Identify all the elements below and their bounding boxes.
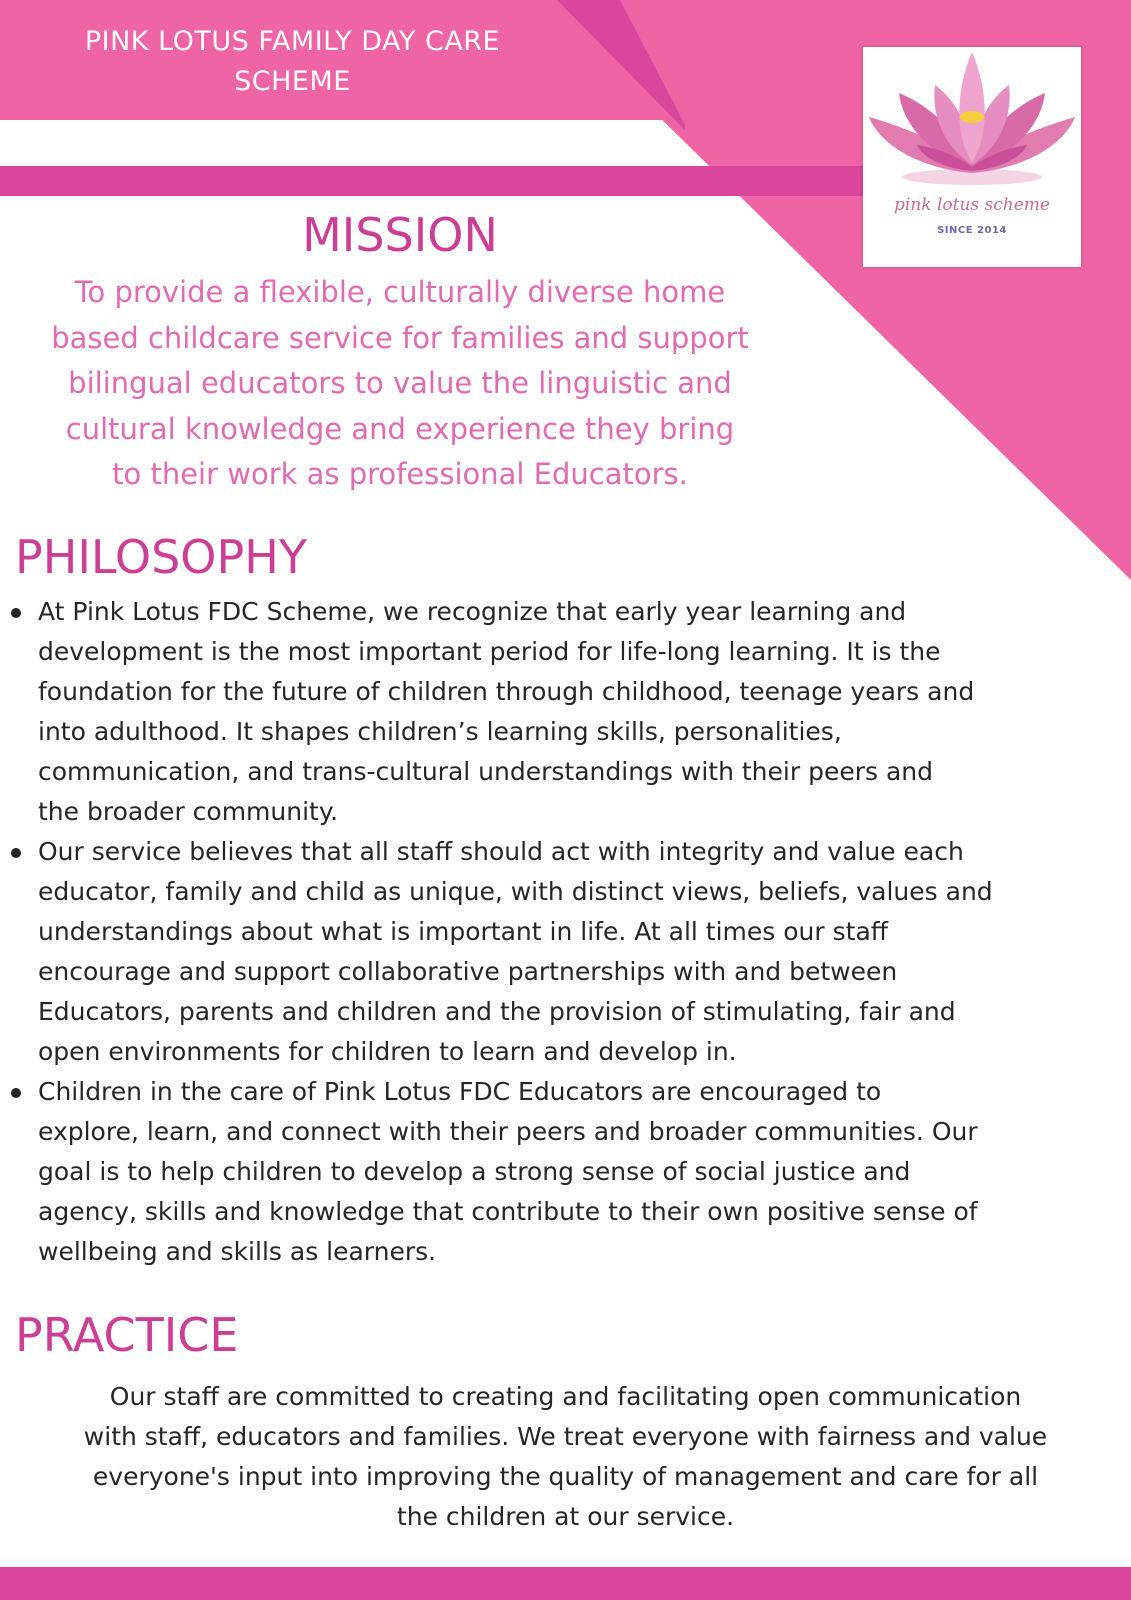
- bullet-line: encourage and support collaborative partnerships with and between: [38, 957, 898, 986]
- logo-since-text: SINCE 2014: [937, 225, 1007, 236]
- philosophy-bullet-list: [0, 592, 1131, 1272]
- bullet-line: open environments for children to learn and develop in.: [38, 1037, 737, 1066]
- practice-text: [0, 1377, 1131, 1537]
- practice-line: the children at our service.: [396, 1502, 735, 1531]
- mission-line: based childcare service for families and support: [51, 320, 749, 355]
- bullet-line: communication, and trans-cultural understandings with their peers and: [38, 757, 933, 786]
- practice-heading: PRACTICE: [15, 1308, 239, 1362]
- mission-line: To provide a flexible, culturally diverse home: [74, 275, 726, 309]
- bullet-line: explore, learn, and connect with their peers and broader communities. Our: [38, 1117, 978, 1146]
- footer-bar: [0, 1567, 1131, 1600]
- bullet-line: At Pink Lotus FDC Scheme, we recognize that early year learning and: [38, 597, 907, 626]
- bullet-line: agency, skills and knowledge that contribute to their own positive sense of: [38, 1197, 978, 1226]
- mission-line: to their work as professional Educators.: [112, 457, 688, 491]
- practice-line: with staff, educators and families. We treat everyone with fairness and value: [83, 1422, 1048, 1451]
- mission-text: [0, 270, 800, 498]
- mission-heading: MISSION: [302, 208, 498, 262]
- bullet-line: educator, family and child as unique, with distinct views, beliefs, values and: [38, 877, 993, 906]
- philosophy-bullet: [0, 832, 1131, 1072]
- accent-bar: [0, 166, 870, 196]
- bullet-line: Children in the care of Pink Lotus FDC Educators are encouraged to: [38, 1077, 882, 1106]
- header-title-line-1: PINK LOTUS FAMILY DAY CARE: [84, 26, 501, 57]
- bullet-line: foundation for the future of children through childhood, teenage years and: [38, 677, 975, 706]
- pink-lotus-logo: [863, 47, 1081, 267]
- bullet-line: Educators, parents and children and the provision of stimulating, fair and: [38, 997, 956, 1026]
- mission-line: cultural knowledge and experience they bring: [65, 411, 735, 446]
- bullet-dot-icon: [11, 1088, 21, 1098]
- bullet-line: goal is to help children to develop a strong sense of social justice and: [38, 1157, 911, 1186]
- bullet-line: wellbeing and skills as learners.: [38, 1237, 437, 1266]
- bullet-line: into adulthood. It shapes children’s learning skills, personalities,: [38, 717, 842, 746]
- philosophy-bullet: [0, 1072, 1131, 1272]
- bullet-dot-icon: [11, 848, 21, 858]
- bullet-line: understandings about what is important in life. At all times our staff: [38, 917, 888, 946]
- philosophy-bullet: [0, 592, 1131, 832]
- practice-line: everyone's input into improving the quality of management and care for all: [92, 1462, 1039, 1491]
- bullet-line: the broader community.: [38, 797, 339, 826]
- bullet-line: development is the most important period for life-long learning. It is the: [38, 637, 941, 666]
- bullet-line: Our service believes that all staff should act with integrity and value each: [38, 837, 964, 866]
- practice-line: Our staff are committed to creating and facilitating open communication: [109, 1382, 1022, 1411]
- lotus-flower-icon: [863, 47, 1081, 197]
- philosophy-heading: PHILOSOPHY: [15, 530, 307, 584]
- header-title: [0, 22, 585, 102]
- logo-script-text: pink lotus scheme: [894, 195, 1050, 215]
- mission-line: bilingual educators to value the linguistic and: [68, 366, 732, 400]
- bullet-dot-icon: [11, 608, 21, 618]
- header-title-line-2: SCHEME: [234, 66, 351, 97]
